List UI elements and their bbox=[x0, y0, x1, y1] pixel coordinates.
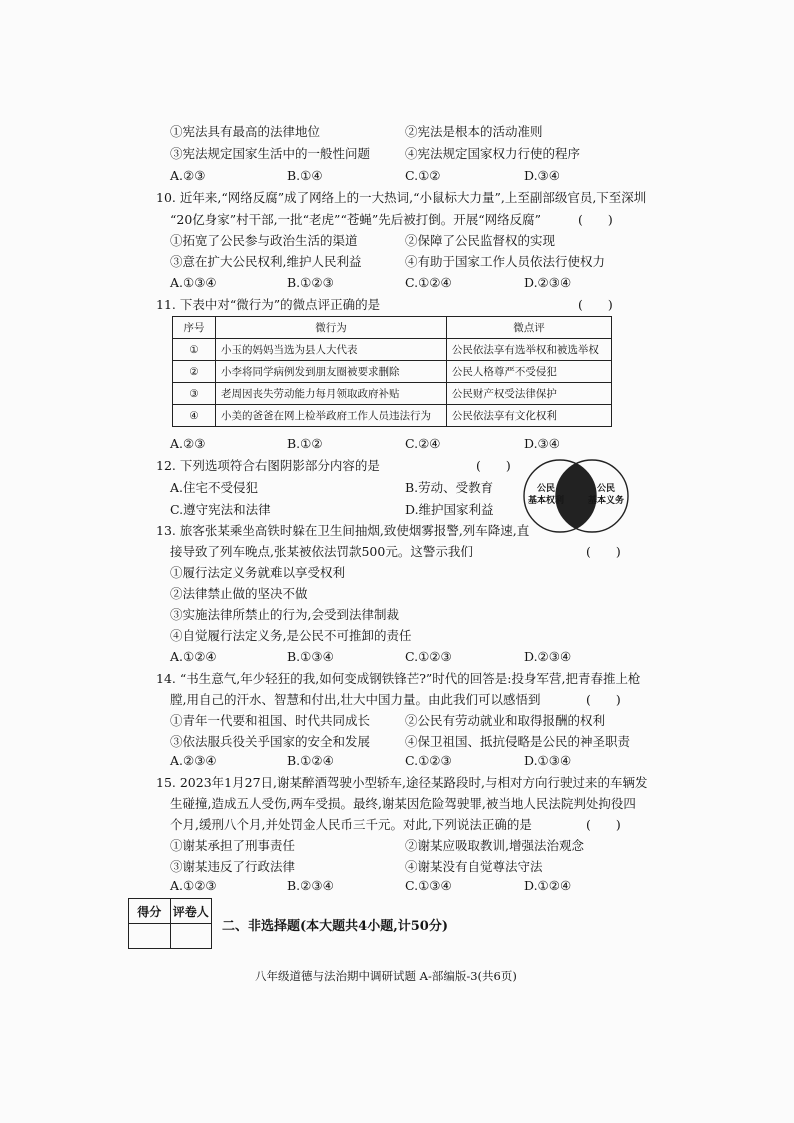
table-header-cell: 微行为 bbox=[216, 317, 447, 339]
q11-option-c: C.②④ bbox=[405, 436, 441, 451]
venn-left-label-line2: 基本权利 bbox=[527, 496, 564, 506]
q10-answer-paren: ( ) bbox=[578, 212, 613, 227]
q15-item-3: ③谢某违反了行政法律 bbox=[170, 859, 296, 874]
table-cell: 公民依法享有文化权利 bbox=[446, 405, 611, 427]
q11-stem: 11. 下表中对“微行为”的微点评正确的是 bbox=[156, 297, 381, 312]
q12-option-b: B.劳动、受教育 bbox=[405, 480, 494, 495]
q14-item-1: ①青年一代要和祖国、时代共同成长 bbox=[170, 713, 371, 728]
q9-item-3: ③宪法规定国家生活中的一般性问题 bbox=[170, 146, 371, 161]
q9-item-2: ②宪法是根本的活动准则 bbox=[405, 124, 543, 139]
q15-stem-line2: 生碰撞,造成五人受伤,两车受损。最终,谢某因危险驾驶罪,被当地人民法院判处拘役四 bbox=[170, 796, 636, 811]
q13-item-2: ②法律禁止做的坚决不做 bbox=[170, 586, 308, 601]
q13-option-b: B.①③④ bbox=[287, 649, 334, 664]
q12-option-a: A.住宅不受侵犯 bbox=[170, 480, 259, 495]
q10-option-d: D.②③④ bbox=[524, 275, 572, 290]
grader-label: 评卷人 bbox=[170, 899, 212, 924]
q14-option-d: D.①③④ bbox=[524, 753, 572, 768]
table-cell: 小玉的妈妈当选为县人大代表 bbox=[216, 339, 447, 361]
q15-stem-line1: 15. 2023年1月27日,谢某醉酒驾驶小型轿车,途径某路段时,与相对方向行驶过来的车辆发 bbox=[156, 775, 648, 790]
q14-item-4: ④保卫祖国、抵抗侵略是公民的神圣职责 bbox=[405, 734, 631, 749]
q13-option-a: A.①②④ bbox=[170, 649, 217, 664]
q15-option-d: D.①②④ bbox=[524, 878, 572, 893]
table-cell: 公民财产权受法律保护 bbox=[446, 383, 611, 405]
q9-option-b: B.①④ bbox=[287, 168, 323, 183]
page-footer: 八年级道德与法治期中调研试题 A-部编版-3(共6页) bbox=[255, 969, 517, 983]
q13-answer-paren: ( ) bbox=[586, 544, 621, 559]
q13-option-d: D.②③④ bbox=[524, 649, 572, 664]
q11-option-d: D.③④ bbox=[524, 436, 560, 451]
q14-option-c: C.①②③ bbox=[405, 753, 452, 768]
micro-behavior-table bbox=[172, 316, 612, 427]
q15-option-a: A.①②③ bbox=[170, 878, 217, 893]
rights-duties-venn-diagram bbox=[522, 456, 630, 536]
q15-option-b: B.②③④ bbox=[287, 878, 334, 893]
grader-blank-cell bbox=[170, 924, 212, 949]
q13-option-c: C.①②③ bbox=[405, 649, 452, 664]
q14-item-3: ③依法服兵役关乎国家的安全和发展 bbox=[170, 734, 371, 749]
q12-answer-paren: ( ) bbox=[476, 458, 511, 473]
q13-item-1: ①履行法定义务就难以享受权利 bbox=[170, 565, 346, 580]
table-row bbox=[173, 361, 612, 383]
q14-option-b: B.①②④ bbox=[287, 753, 334, 768]
q15-item-1: ①谢某承担了刑事责任 bbox=[170, 838, 296, 853]
table-cell: ① bbox=[173, 339, 216, 361]
q14-stem-line1: 14. “书生意气,年少轻狂的我,如何变成钢铁锋芒?”时代的回答是:投身军营,把青春推上枪 bbox=[156, 671, 641, 686]
q9-item-4: ④宪法规定国家权力行使的程序 bbox=[405, 146, 581, 161]
table-cell: 公民人格尊严不受侵犯 bbox=[446, 361, 611, 383]
q10-option-a: A.①③④ bbox=[170, 275, 217, 290]
q9-option-c: C.①② bbox=[405, 168, 441, 183]
q9-option-a: A.②③ bbox=[170, 168, 206, 183]
table-row bbox=[173, 405, 612, 427]
score-label: 得分 bbox=[129, 899, 171, 924]
q12-option-d: D.维护国家利益 bbox=[405, 502, 494, 517]
q10-stem-line1: 10. 近年来,“网络反腐”成了网络上的一大热词,“小鼠标大力量”,上至副部级官员,下至深圳 bbox=[156, 190, 647, 205]
q10-item-1: ①拓宽了公民参与政治生活的渠道 bbox=[170, 233, 358, 248]
q11-option-a: A.②③ bbox=[170, 436, 206, 451]
q14-answer-paren: ( ) bbox=[586, 692, 621, 707]
q14-option-a: A.②③④ bbox=[170, 753, 217, 768]
q13-item-4: ④自觉履行法定义务,是公民不可推卸的责任 bbox=[170, 628, 412, 643]
table-cell: 小李将同学病例发到朋友圈被要求删除 bbox=[216, 361, 447, 383]
venn-left-label-line1: 公民 bbox=[536, 484, 555, 494]
score-blank-cell bbox=[129, 924, 171, 949]
q15-answer-paren: ( ) bbox=[586, 817, 621, 832]
table-cell: ④ bbox=[173, 405, 216, 427]
q11-answer-paren: ( ) bbox=[578, 297, 613, 312]
q10-item-4: ④有助于国家工作人员依法行使权力 bbox=[405, 254, 606, 269]
q13-stem-line2: 接导致了列车晚点,张某被依法罚款500元。这警示我们 bbox=[170, 544, 473, 559]
q10-item-3: ③意在扩大公民权利,维护人民利益 bbox=[170, 254, 362, 269]
venn-right-label-line1: 公民 bbox=[596, 484, 615, 494]
q13-item-3: ③实施法律所禁止的行为,会受到法律制裁 bbox=[170, 607, 399, 622]
table-header-cell: 微点评 bbox=[446, 317, 611, 339]
venn-right-label-line2: 基本义务 bbox=[587, 496, 624, 506]
q15-stem-line3: 个月,缓刑八个月,并处罚金人民币三千元。对此,下列说法正确的是 bbox=[170, 817, 532, 832]
table-cell: 小美的爸爸在网上检举政府工作人员违法行为 bbox=[216, 405, 447, 427]
table-header-row bbox=[173, 317, 612, 339]
q15-item-4: ④谢某没有自觉尊法守法 bbox=[405, 859, 543, 874]
q10-item-2: ②保障了公民监督权的实现 bbox=[405, 233, 556, 248]
q10-stem-line2: “20亿身家”村干部,一批“老虎”“苍蝇”先后被打倒。开展“网络反腐” bbox=[170, 212, 542, 227]
q14-item-2: ②公民有劳动就业和取得报酬的权利 bbox=[405, 713, 606, 728]
table-cell: 老周因丧失劳动能力每月领取政府补贴 bbox=[216, 383, 447, 405]
q12-stem: 12. 下列选项符合右图阴影部分内容的是 bbox=[156, 458, 380, 473]
venn-right-label bbox=[584, 483, 628, 507]
q9-option-d: D.③④ bbox=[524, 168, 560, 183]
q13-stem-line1: 13. 旅客张某乘坐高铁时躲在卫生间抽烟,致使烟雾报警,列车降速,直 bbox=[156, 523, 530, 538]
table-row bbox=[173, 383, 612, 405]
table-cell: ② bbox=[173, 361, 216, 383]
table-row bbox=[173, 339, 612, 361]
q15-option-c: C.①③④ bbox=[405, 878, 452, 893]
q9-item-1: ①宪法具有最高的法律地位 bbox=[170, 124, 321, 139]
table-cell: ③ bbox=[173, 383, 216, 405]
q12-option-c: C.遵守宪法和法律 bbox=[170, 502, 271, 517]
venn-left-label bbox=[524, 483, 568, 507]
q10-option-c: C.①②④ bbox=[405, 275, 452, 290]
q15-item-2: ②谢某应吸取教训,增强法治观念 bbox=[405, 838, 584, 853]
q10-option-b: B.①②③ bbox=[287, 275, 334, 290]
table-cell: 公民依法享有选举权和被选举权 bbox=[446, 339, 611, 361]
score-box bbox=[128, 898, 212, 949]
section-2-heading: 二、非选择题(本大题共4小题,计50分) bbox=[222, 919, 448, 934]
q11-option-b: B.①② bbox=[287, 436, 323, 451]
q14-stem-line2: 膛,用自己的汗水、智慧和付出,壮大中国力量。由此我们可以感悟到 bbox=[170, 692, 541, 707]
table-header-cell: 序号 bbox=[173, 317, 216, 339]
